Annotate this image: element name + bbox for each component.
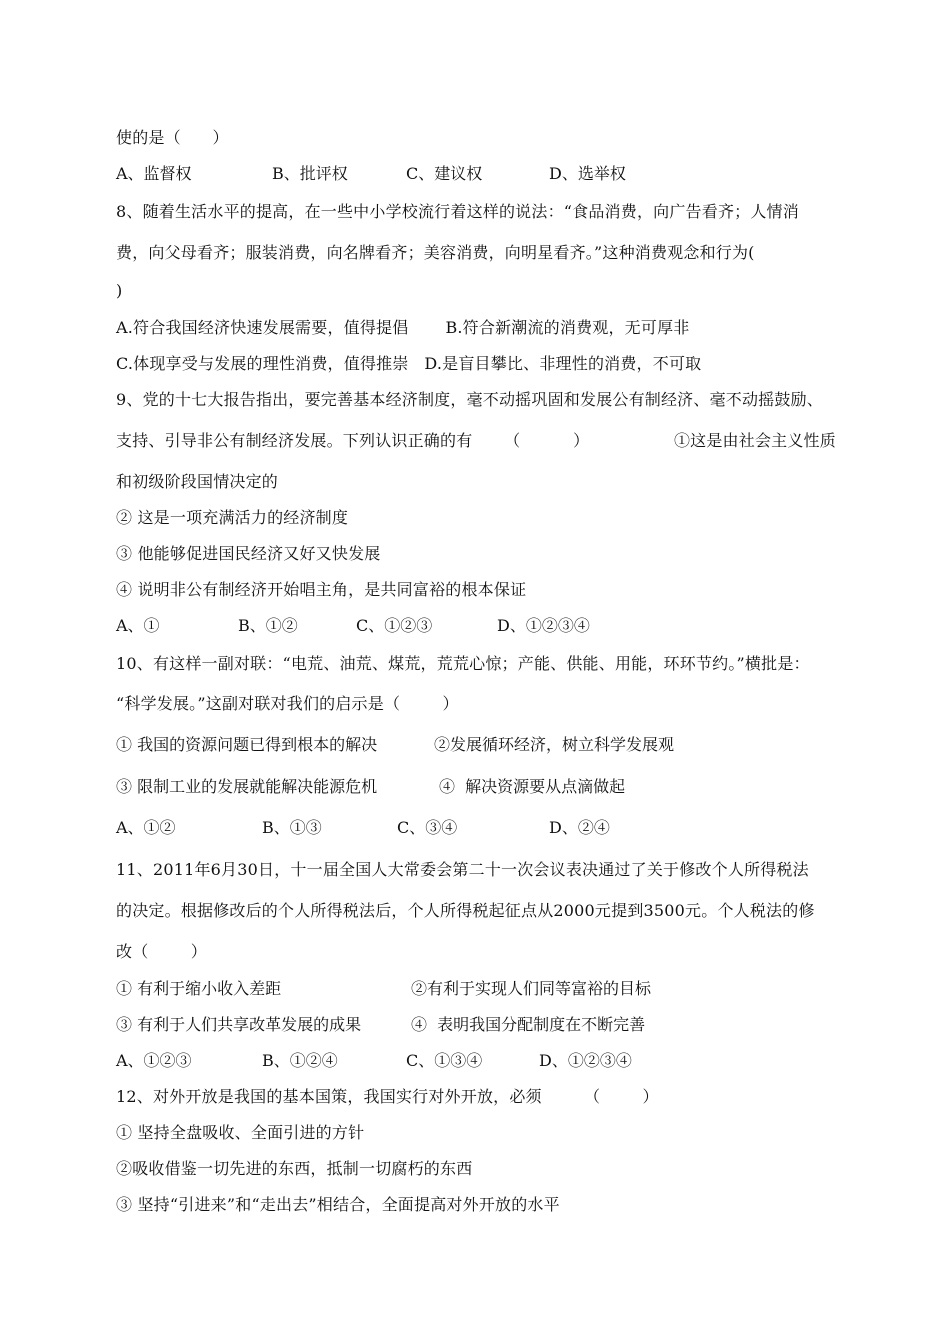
q8-options-cd: C.体现享受与发展的理性消费，值得推崇 D.是盲目攀比、非理性的消费，不可取 bbox=[116, 354, 702, 373]
q9-option-c: C、①②③ bbox=[356, 616, 433, 635]
q8-line-1: 8、随着生活水平的提高，在一些中小学校流行着这样的说法：“食品消费，向广告看齐；人情消 bbox=[116, 202, 799, 221]
q10-option-c: C、③④ bbox=[397, 818, 458, 837]
q11-line-1: 11、2011年6月30日，十一届全国人大常委会第二十一次会议表决通过了关于修改个人所得税法 bbox=[116, 860, 809, 879]
q12-item-3: ③ 坚持“引进来”和“走出去”相结合，全面提高对外开放的水平 bbox=[116, 1195, 560, 1214]
q11-item-2: ②有利于实现人们同等富裕的目标 bbox=[411, 979, 652, 998]
q10-option-b: B、①③ bbox=[262, 818, 322, 837]
q10-option-d: D、②④ bbox=[549, 818, 610, 837]
q12-line-1: 12、对外开放是我国的基本国策，我国实行对外开放，必须 （ ） bbox=[116, 1087, 659, 1106]
q10-line-2: “科学发展。”这副对联对我们的启示是（ ） bbox=[116, 694, 459, 713]
q10-item-2: ②发展循环经济，树立科学发展观 bbox=[434, 735, 675, 754]
q12-item-1: ① 坚持全盘吸收、全面引进的方针 bbox=[116, 1123, 365, 1142]
q11-item-1: ① 有利于缩小收入差距 bbox=[116, 979, 282, 998]
q7-stem-tail: 使的是（ ） bbox=[116, 128, 229, 147]
q11-option-c: C、①③④ bbox=[406, 1051, 483, 1070]
q9-option-a: A、① bbox=[116, 616, 160, 635]
q8-options-ab: A.符合我国经济快速发展需要，值得提倡 B.符合新潮流的消费观，无可厚非 bbox=[116, 318, 690, 337]
q8-line-2: 费，向父母看齐；服装消费，向名牌看齐；美容消费，向明星看齐。”这种消费观念和行为( bbox=[116, 243, 755, 262]
q10-item-4: ④ 解决资源要从点滴做起 bbox=[439, 777, 626, 796]
q11-line-3: 改（ ） bbox=[116, 942, 207, 961]
q10-option-a: A、①② bbox=[116, 818, 176, 837]
q10-item-1: ① 我国的资源问题已得到根本的解决 bbox=[116, 735, 378, 754]
q11-line-2: 的决定。根据修改后的个人所得税法后，个人所得税起征点从2000元提到3500元。个人税法的修 bbox=[116, 901, 815, 920]
q10-line-1: 10、有这样一副对联：“电荒、油荒、煤荒，荒荒心惊；产能、供能、用能，环环节约。”横批是： bbox=[116, 654, 810, 673]
q11-item-3: ③ 有利于人们共享改革发展的成果 bbox=[116, 1015, 362, 1034]
q11-option-a: A、①②③ bbox=[116, 1051, 192, 1070]
q11-option-d: D、①②③④ bbox=[539, 1051, 632, 1070]
q7-option-d: D、选举权 bbox=[549, 164, 626, 183]
q9-item-3: ③ 他能够促进国民经济又好又快发展 bbox=[116, 544, 381, 563]
q11-item-4: ④ 表明我国分配制度在不断完善 bbox=[411, 1015, 646, 1034]
q10-item-3: ③ 限制工业的发展就能解决能源危机 bbox=[116, 777, 378, 796]
q9-item-2: ② 这是一项充满活力的经济制度 bbox=[116, 508, 349, 527]
q9-line-1: 9、党的十七大报告指出，要完善基本经济制度，毫不动摇巩固和发展公有制经济、毫不动摇鼓励、 bbox=[116, 390, 823, 409]
q7-option-c: C、建议权 bbox=[406, 164, 483, 183]
q7-option-b: B、批评权 bbox=[272, 164, 348, 183]
q12-item-2: ②吸收借鉴一切先进的东西，抵制一切腐朽的东西 bbox=[116, 1159, 473, 1178]
q9-line-2: 支持、引导非公有制经济发展。下列认识正确的有 （ ） ①这是由社会主义性质 bbox=[116, 431, 836, 450]
q9-line-3: 和初级阶段国情决定的 bbox=[116, 472, 279, 491]
q9-option-b: B、①② bbox=[238, 616, 298, 635]
q9-item-4: ④ 说明非公有制经济开始唱主角，是共同富裕的根本保证 bbox=[116, 580, 527, 599]
q11-option-b: B、①②④ bbox=[262, 1051, 338, 1070]
q9-option-d: D、①②③④ bbox=[497, 616, 590, 635]
q7-option-a: A、监督权 bbox=[116, 164, 192, 183]
q8-line-3: ) bbox=[116, 281, 123, 300]
